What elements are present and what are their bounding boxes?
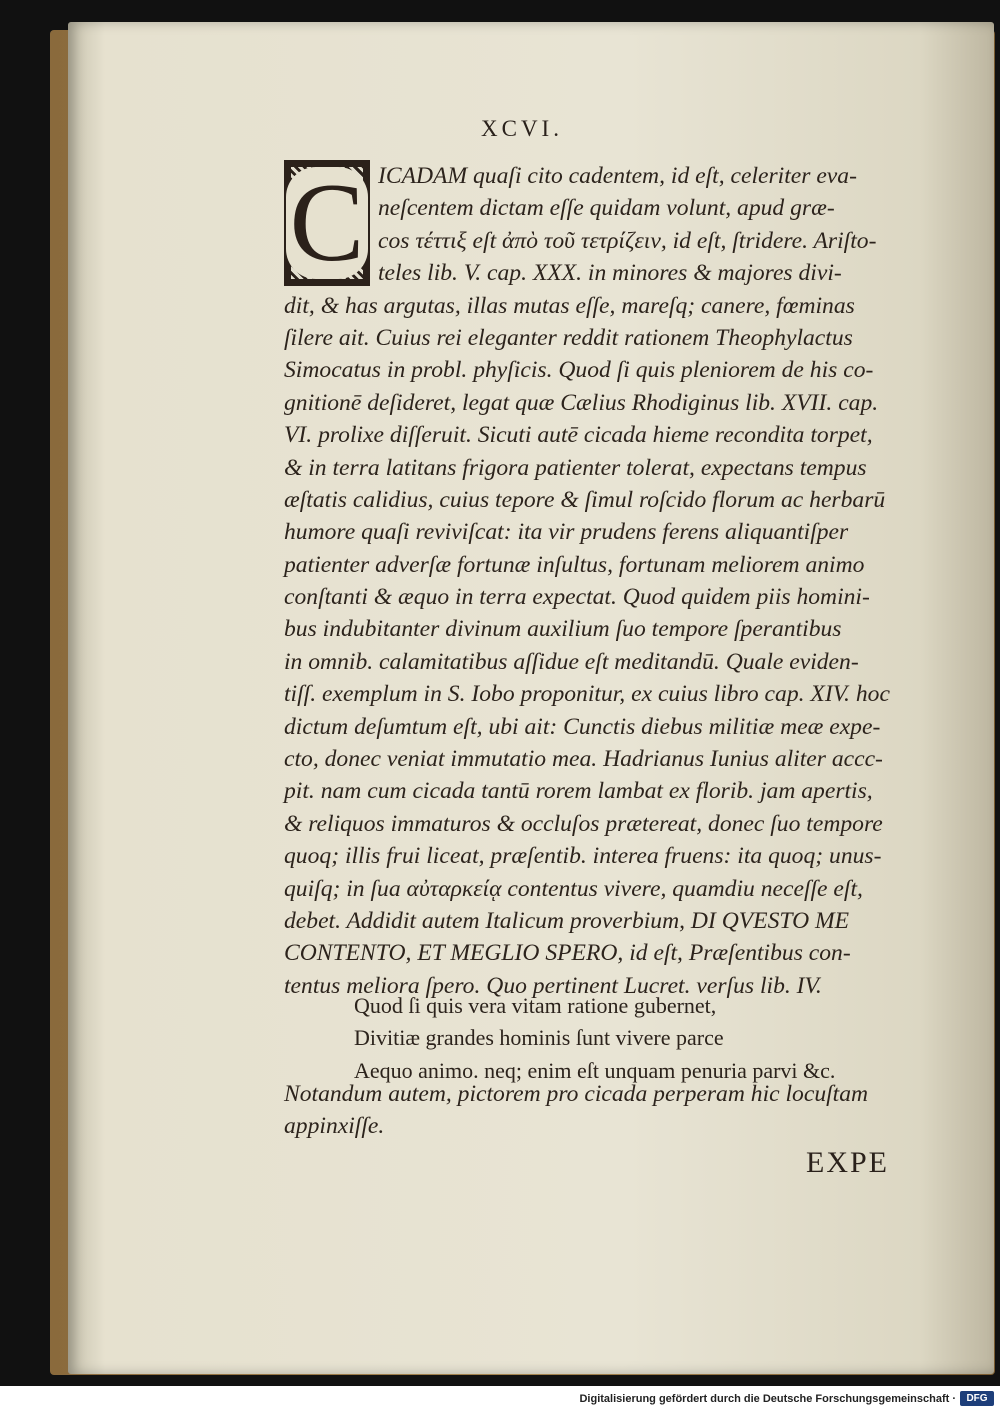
- verse-quotation: [354, 990, 954, 1087]
- text-line: neſcentem dictam eſſe quidam volunt, apud græ-: [378, 195, 835, 222]
- catchword: EXPE: [806, 1146, 889, 1179]
- text-line: conſtanti & æquo in terra expectat. Quod quidem piis homini-: [284, 584, 870, 611]
- text-line: æſtatis calidius, cuius tepore & ſimul roſcido florum ac herbarū: [284, 486, 886, 513]
- text-line: Simocatus in probl. phyſicis. Quod ſi quis pleniorem de his co-: [284, 357, 874, 384]
- text-line: VI. prolixe diſſeruit. Sicuti autē cicada hieme recondita torpet,: [284, 422, 873, 449]
- text-line: CONTENTO, ET MEGLIO SPERO, id eſt, Præſentibus con-: [284, 940, 851, 967]
- body-text: [284, 160, 932, 1002]
- verse-line: Aequo animo. neq; enim eſt unquam penuria parvi &c.: [354, 1057, 836, 1083]
- dfg-logo-icon: DFG: [960, 1391, 994, 1406]
- verse-line: Divitiæ grandes hominis ſunt vivere parce: [354, 1025, 724, 1051]
- verse-line: Quod ſi quis vera vitam ratione gubernet,: [354, 993, 717, 1018]
- text-line: patienter adverſæ fortunæ inſultus, fortunam meliorem animo: [284, 551, 865, 578]
- footer-bar: [0, 1386, 1000, 1414]
- text-line: appinxiſſe.: [284, 1113, 385, 1140]
- text-line: humore quaſi reviviſcat: ita vir prudens ferens aliquantiſper: [284, 519, 849, 546]
- text-line: cto, donec veniat immutatio mea. Hadrianus Iunius aliter accc-: [284, 746, 883, 773]
- text-line: cos τέττιξ eſt ἀπὸ τοῦ τετρίζειν, id eſt, ſtridere. Ariſto-: [378, 227, 877, 254]
- text-line: ICADAM quaſi cito cadentem, id eſt, celeriter eva-: [378, 163, 857, 189]
- text-line: bus indubitanter divinum auxilium ſuo tempore ſperantibus: [284, 616, 842, 643]
- funding-notice: Digitalisierung gefördert durch die Deutsche Forschungsgemeinschaft ·: [579, 1393, 956, 1405]
- text-line: pit. nam cum cicada tantū rorem lambat ex florib. jam apertis,: [284, 778, 873, 805]
- text-line: debet. Addidit autem Italicum proverbium, DI QVESTO ME: [284, 907, 850, 934]
- text-line: & in terra latitans frigora patienter tolerat, expectans tempus: [284, 454, 867, 481]
- text-line: dit, & has argutas, illas mutas eſſe, mareſq; canere, fœminas: [284, 292, 855, 319]
- closing-paragraph: [284, 1078, 932, 1143]
- text-line: in omnib. calamitatibus aſſidue eſt meditandū. Quale eviden-: [284, 648, 859, 675]
- text-line: & reliquos immaturos & occluſos prætereat, donec ſuo tempore: [284, 810, 883, 837]
- text-line: dictum deſumtum eſt, ubi ait: Cunctis diebus militiæ meæ expe-: [284, 713, 881, 740]
- text-line: quoq; illis frui liceat, præſentib. interea fruens: ita quoq; unus-: [284, 843, 882, 870]
- text-line: tentus meliora ſpero. Quo pertinent Lucret. verſus lib. IV.: [284, 972, 822, 999]
- text-line: quiſq; in ſua αὐταρκείᾳ contentus vivere, quamdiu neceſſe eſt,: [284, 875, 863, 902]
- text-line: gnitionē deſideret, legat quæ Cælius Rhodiginus lib. XVII. cap.: [284, 389, 879, 416]
- drop-cap-letter: C: [286, 167, 369, 279]
- text-line: ſilere ait. Cuius rei eleganter reddit rationem Theophylactus: [284, 324, 853, 351]
- text-line: Notandum autem, pictorem pro cicada perperam hic locuſtam: [284, 1081, 869, 1107]
- page-number: XCVI.: [481, 116, 563, 141]
- text-line: teles lib. V. cap. XXX. in minores & majores divi-: [378, 260, 842, 287]
- text-line: tiſſ. exemplum in S. Iobo proponitur, ex cuius libro cap. XIV. hoc: [284, 681, 890, 708]
